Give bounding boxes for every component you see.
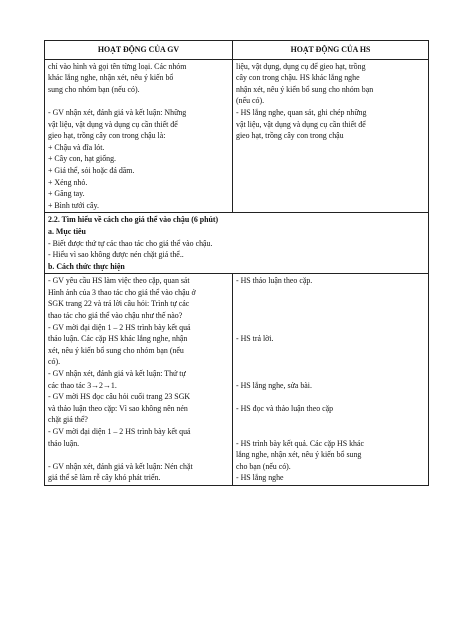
table-row [45,59,429,213]
text-line: (nếu có). [236,96,265,106]
text-line: - HS trả lời. [236,334,274,344]
text-line: - HS lắng nghe [236,473,284,483]
text-line [236,426,425,438]
objective-line: - Biết được thứ tự các thao tác cho giá thể vào chậu. [48,238,213,248]
header-gv: HOẠT ĐỘNG CỦA GV [45,41,233,60]
text-line: chỉ vào hình và gọi tên từng loại. Các nhóm [48,61,187,71]
text-line: - HS thảo luận theo cặp. [236,276,313,286]
text-line: các thao tác 3→2→1. [48,380,117,390]
text-line: khác lắng nghe, nhận xét, nêu ý kiến bổ [48,73,174,83]
text-line: và thảo luận theo cặp: Vì sao không nên nén [48,403,188,413]
text-line: + Chậu và đĩa lót. [48,142,105,152]
lesson-document [44,40,428,486]
text-line [236,322,425,334]
section-title: 2.2. Tìm hiểu về cách cho giá thể vào chậu (6 phút) [48,215,219,225]
text-line: giá thể sẽ làm rễ cây khó phát triển. [48,473,161,483]
text-line: cho bạn (nếu có). [236,461,291,471]
text-line: liệu, vật dụng, dụng cụ để gieo hạt, trồng [236,61,366,71]
text-line: vật liệu, vật dụng và dụng cụ cần thiết để [48,119,178,129]
method-title: b. Cách thức thực hiện [48,261,125,271]
text-line: thảo luận. [48,438,80,448]
text-line: vật liệu, vật dụng và dụng cụ cần thiết để [236,119,366,129]
text-line: + Xẻng nhỏ. [48,177,88,187]
text-line: xét, nêu ý kiến bổ sung cho nhóm bạn (nếu [48,345,184,355]
objective-title: a. Mục tiêu [48,226,86,236]
text-line: có). [48,357,61,367]
text-line: gieo hạt, trồng cây con trong chậu [236,131,344,141]
text-line: cây con trong chậu. HS khác lắng nghe [236,73,360,83]
text-line: - GV mời đại diện 1 – 2 HS trình bày kết quả [48,322,191,332]
text-line: + Giá thể, sỏi hoặc đá dăm. [48,165,135,175]
text-line [48,449,229,461]
text-line: + Bình tưới cây. [48,200,99,210]
gv-cell-part1 [45,59,233,213]
text-line [236,287,425,299]
text-line: - GV nhận xét, đánh giá và kết luận: Nén chặt [48,461,193,471]
text-line: gieo hạt, trồng cây con trong chậu là: [48,131,166,141]
text-line: thảo luận. Các cặp HS khác lắng nghe, nhận [48,334,188,344]
gv-cell-part2 [45,274,233,486]
header-hs: HOẠT ĐỘNG CỦA HS [233,41,429,60]
text-line: - GV mời đại diện 1 – 2 HS trình bày kết quả [48,427,191,436]
text-line [236,298,425,310]
text-line: - HS đọc và thảo luận theo cặp [236,403,334,413]
table-row [45,274,429,486]
hs-cell-part2 [233,274,429,486]
text-line: thao tác cho giá thể vào chậu như thế nào? [48,311,183,321]
section-row [45,213,429,274]
text-line [236,356,425,368]
text-line: Hình ảnh của 3 thao tác cho giá thể vào chậu ở [48,287,196,297]
activity-table [44,40,429,486]
text-line [236,414,425,426]
text-line: lắng nghe, nhận xét, nêu ý kiến bổ sung [236,450,362,460]
text-line: + Găng tay. [48,189,85,199]
objective-line: - Hiểu vì sao không được nén chặt giá thể.. [48,250,184,260]
text-line: + Cây con, hạt giống. [48,154,117,164]
text-line: chặt giá thể? [48,415,88,425]
text-line [236,345,425,357]
text-line: - HS lắng nghe, quan sát, ghi chép những [236,107,367,117]
text-line: - GV yêu cầu HS làm việc theo cặp, quan sát [48,276,190,286]
text-line [236,391,425,403]
text-line: - GV mời HS đọc câu hỏi cuối trang 23 SGK [48,392,191,402]
text-line: - GV nhận xét, đánh giá và kết luận: Những [48,107,187,117]
text-line: sung cho nhóm bạn (nếu có). [48,84,140,94]
text-line: - HS lắng nghe, sửa bài. [236,380,312,390]
text-line [236,310,425,322]
hs-cell-part1 [233,59,429,213]
table-header-row [45,41,429,60]
text-line [236,368,425,380]
text-line: - HS trình bày kết quả. Các cặp HS khác [236,438,364,448]
text-line: nhận xét, nêu ý kiến bổ sung cho nhóm bạn [236,84,374,94]
text-line: - GV nhận xét, đánh giá và kết luận: Thứ tự [48,369,186,379]
section-cell [45,213,429,274]
text-line: SGK trang 22 và trả lời câu hỏi: Trình tự các [48,299,190,309]
text-line [48,95,229,107]
